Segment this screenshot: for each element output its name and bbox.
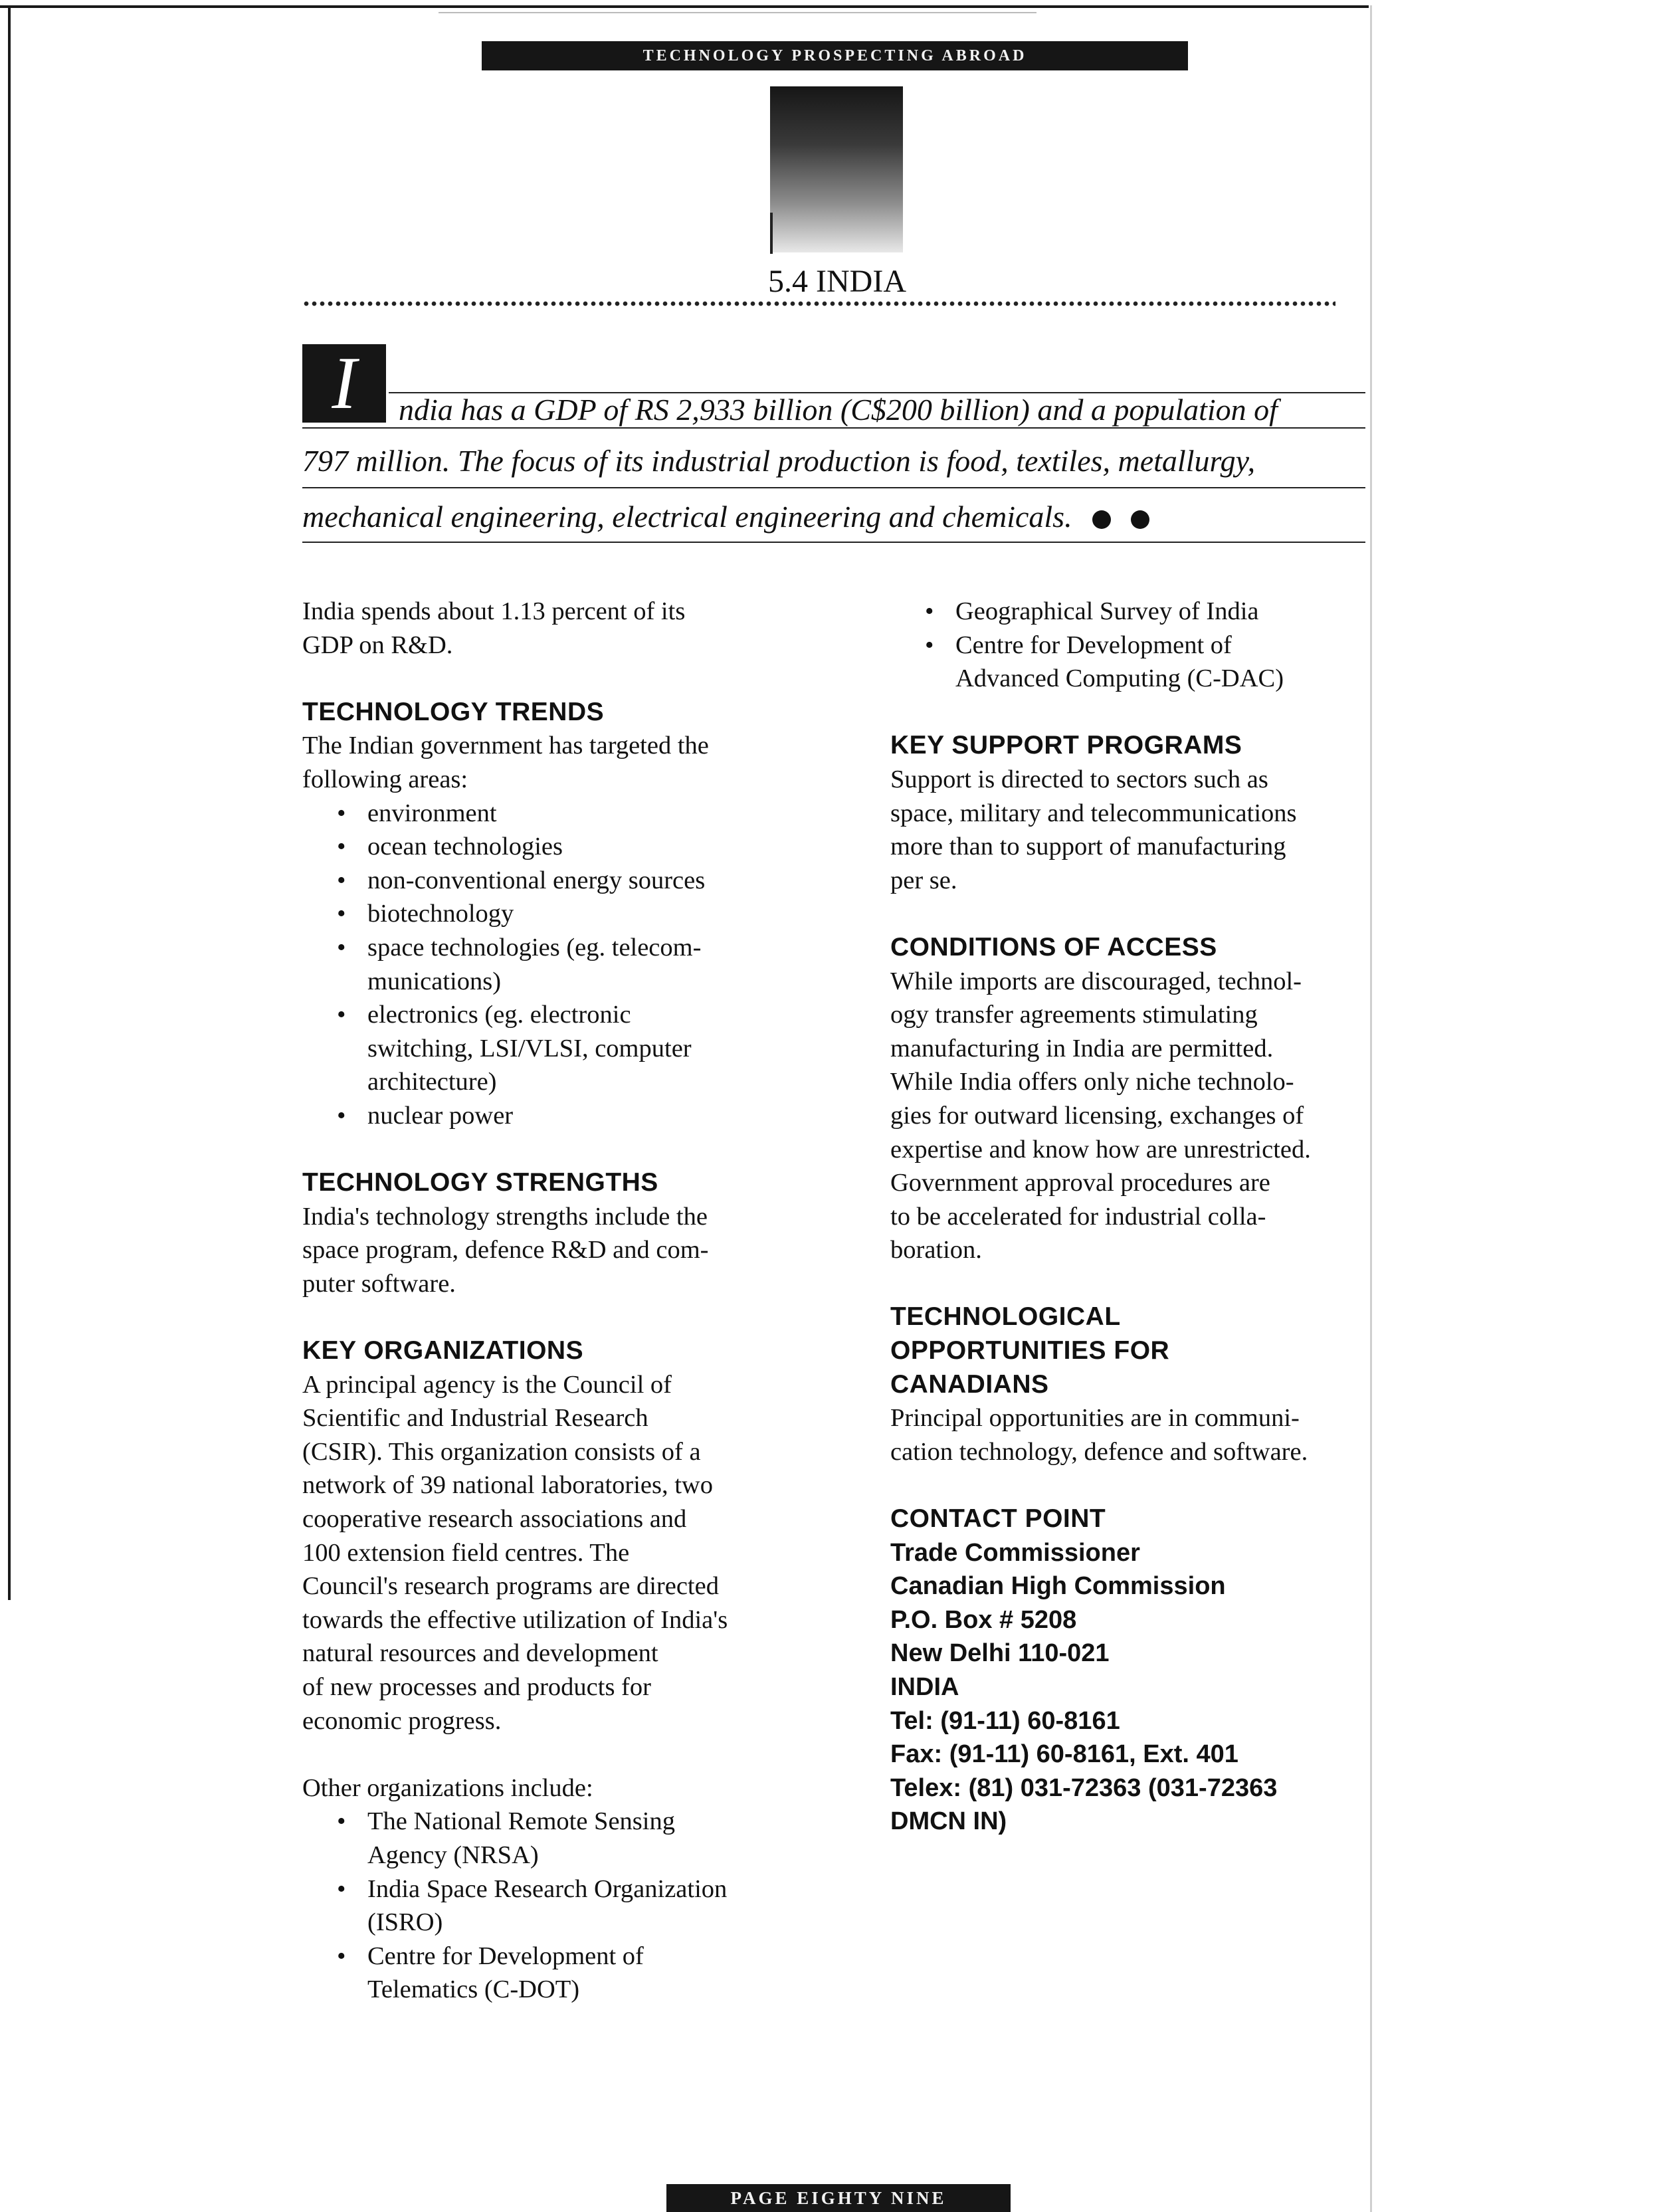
running-header: TECHNOLOGY PROSPECTING ABROAD bbox=[482, 41, 1188, 70]
opportunities-text-line: cation technology, defence and software. bbox=[890, 1437, 1308, 1466]
scan-edge-right bbox=[1370, 5, 1372, 2212]
organizations-text-line: economic progress. bbox=[302, 1706, 502, 1735]
access-text-line: While imports are discouraged, technol- bbox=[890, 967, 1302, 995]
left-column bbox=[302, 595, 807, 2007]
heading-technological-opportunities: TECHNOLOGICAL bbox=[890, 1302, 1121, 1332]
strengths-text-line: India's technology strengths include the bbox=[302, 1202, 708, 1231]
support-text-line: Support is directed to sectors such as bbox=[890, 765, 1268, 793]
list-item: • Centre for Development of Telematics (C-DOT) bbox=[302, 1940, 807, 2007]
support-text-line: space, military and telecommunications bbox=[890, 799, 1297, 827]
contact-line: Trade Commissioner bbox=[890, 1538, 1140, 1567]
drop-cap: I bbox=[302, 344, 386, 423]
list-item: • nuclear power bbox=[302, 1099, 807, 1133]
contact-line: Canadian High Commission bbox=[890, 1572, 1226, 1601]
access-text-line: expertise and know how are unrestricted. bbox=[890, 1135, 1311, 1163]
list-item: • The National Remote Sensing Agency (NRSA) bbox=[302, 1805, 807, 1872]
support-text-line: per se. bbox=[890, 866, 957, 894]
access-text-line: ogy transfer agreements stimulating bbox=[890, 1001, 1258, 1029]
opportunities-text-line: Principal opportunities are in communi- bbox=[890, 1404, 1300, 1433]
heading-technological-opportunities: CANADIANS bbox=[890, 1369, 1049, 1399]
organizations-text-line: 100 extension field centres. The bbox=[302, 1538, 630, 1567]
access-text-line: While India offers only niche technolo- bbox=[890, 1068, 1294, 1096]
intro-rule-2 bbox=[302, 427, 1365, 429]
strengths-text-line: puter software. bbox=[302, 1269, 456, 1298]
heading-conditions-of-access: CONDITIONS OF ACCESS bbox=[890, 932, 1217, 961]
trends-text-line: The Indian government has targeted the bbox=[302, 732, 709, 760]
scan-edge-top bbox=[0, 5, 1369, 8]
header-gradient-edge bbox=[770, 213, 773, 254]
section-title: 5.4 INDIA bbox=[768, 264, 906, 299]
other-orgs-intro: Other organizations include: bbox=[302, 1773, 593, 1802]
intro-line-2: 797 million. The focus of its industrial production is food, textiles, metallurgy, bbox=[302, 444, 1256, 478]
heading-contact-point: CONTACT POINT bbox=[890, 1504, 1106, 1534]
organizations-text-line: towards the effective utilization of India's bbox=[302, 1605, 728, 1634]
access-text-line: manufacturing in India are permitted. bbox=[890, 1034, 1274, 1062]
organizations-text-line: of new processes and products for bbox=[302, 1673, 651, 1701]
organizations-text-line: network of 39 national laboratories, two bbox=[302, 1471, 713, 1500]
list-item: • Geographical Survey of India bbox=[890, 595, 1369, 629]
header-gradient-block bbox=[770, 86, 903, 252]
more-orgs-list bbox=[890, 595, 1369, 696]
end-bullet-icon bbox=[1131, 510, 1149, 529]
contact-line: P.O. Box # 5208 bbox=[890, 1605, 1077, 1634]
list-item: • India Space Research Organization (ISRO) bbox=[302, 1872, 807, 1940]
trends-text-line: following areas: bbox=[302, 765, 468, 793]
contact-line: INDIA bbox=[890, 1673, 959, 1701]
heading-technological-opportunities: OPPORTUNITIES FOR bbox=[890, 1336, 1170, 1365]
rd-spend-line: India spends about 1.13 percent of its bbox=[302, 597, 686, 625]
organizations-text-line: (CSIR). This organization consists of a bbox=[302, 1437, 701, 1466]
page-number-footer: PAGE EIGHTY NINE bbox=[666, 2184, 1011, 2212]
support-text-line: more than to support of manufacturing bbox=[890, 833, 1286, 861]
organizations-text-line: cooperative research associations and bbox=[302, 1505, 687, 1534]
organizations-text-line: Council's research programs are directed bbox=[302, 1572, 719, 1601]
heading-key-support-programs: KEY SUPPORT PROGRAMS bbox=[890, 731, 1242, 760]
contact-line: New Delhi 110-021 bbox=[890, 1639, 1110, 1668]
list-item: • non-conventional energy sources bbox=[302, 864, 807, 898]
scan-line-top bbox=[439, 12, 1036, 13]
scan-edge-left bbox=[8, 5, 11, 1600]
contact-line: Fax: (91-11) 60-8161, Ext. 401 bbox=[890, 1740, 1238, 1769]
access-text-line: to be accelerated for industrial colla- bbox=[890, 1202, 1266, 1231]
end-bullet-icon bbox=[1092, 510, 1111, 529]
heading-technology-strengths: TECHNOLOGY STRENGTHS bbox=[302, 1168, 658, 1197]
list-item: • electronics (eg. electronic switching, LSI/VLSI, computer architecture) bbox=[302, 998, 807, 1099]
intro-line-1: ndia has a GDP of RS 2,933 billion (C$200 billion) and a population of bbox=[399, 393, 1278, 427]
heading-key-organizations: KEY ORGANIZATIONS bbox=[302, 1336, 584, 1365]
intro-rule-4 bbox=[302, 542, 1365, 543]
dotted-divider bbox=[302, 300, 1335, 307]
access-text-line: gies for outward licensing, exchanges of bbox=[890, 1101, 1304, 1130]
intro-line-3: mechanical engineering, electrical engineering and chemicals. bbox=[302, 500, 1149, 534]
intro-rule-3 bbox=[302, 487, 1365, 488]
trends-list bbox=[302, 797, 807, 1133]
list-item: • environment bbox=[302, 797, 807, 831]
list-item: • space technologies (eg. telecom- munications) bbox=[302, 931, 807, 998]
contact-line: Tel: (91-11) 60-8161 bbox=[890, 1706, 1120, 1735]
contact-line: DMCN IN) bbox=[890, 1807, 1007, 1836]
heading-technology-trends: TECHNOLOGY TRENDS bbox=[302, 697, 605, 726]
list-item: • Centre for Development of Advanced Computing (C-DAC) bbox=[890, 629, 1369, 696]
organizations-text-line: A principal agency is the Council of bbox=[302, 1370, 672, 1399]
list-item: • biotechnology bbox=[302, 897, 807, 931]
access-text-line: Government approval procedures are bbox=[890, 1169, 1270, 1197]
organizations-text-line: natural resources and development bbox=[302, 1639, 658, 1668]
other-orgs-list bbox=[302, 1805, 807, 2007]
organizations-text-line: Scientific and Industrial Research bbox=[302, 1404, 648, 1433]
contact-line: Telex: (81) 031-72363 (031-72363 bbox=[890, 1773, 1278, 1802]
list-item: • ocean technologies bbox=[302, 830, 807, 864]
rd-spend-line: GDP on R&D. bbox=[302, 631, 453, 659]
right-column bbox=[890, 595, 1369, 1839]
strengths-text-line: space program, defence R&D and com- bbox=[302, 1236, 709, 1264]
access-text-line: boration. bbox=[890, 1236, 982, 1264]
